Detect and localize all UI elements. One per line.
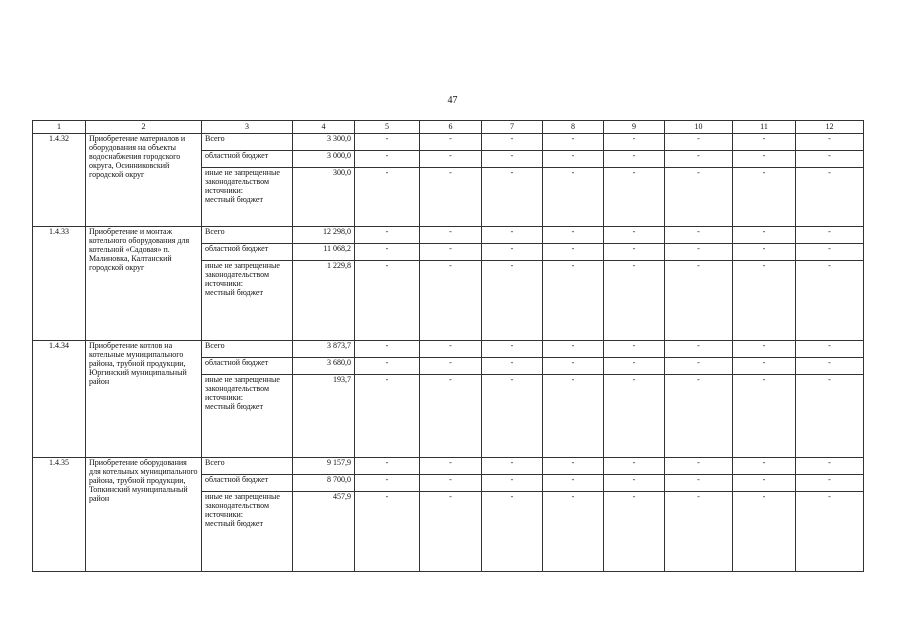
source-total-label: Всего xyxy=(202,341,293,358)
empty-value: - xyxy=(543,227,604,244)
empty-value: - xyxy=(420,227,482,244)
empty-value: - xyxy=(733,151,796,168)
empty-value: - xyxy=(604,261,665,341)
empty-value: - xyxy=(604,244,665,261)
empty-value: - xyxy=(604,358,665,375)
empty-value: - xyxy=(733,134,796,151)
empty-value: - xyxy=(482,168,543,227)
empty-value: - xyxy=(665,134,733,151)
empty-value: - xyxy=(355,244,420,261)
column-header: 9 xyxy=(604,121,665,134)
column-header: 11 xyxy=(733,121,796,134)
column-header: 2 xyxy=(86,121,202,134)
source-total-label: Всего xyxy=(202,134,293,151)
empty-value: - xyxy=(420,358,482,375)
table-row xyxy=(33,227,864,244)
regional-value: 8 700,0 xyxy=(293,475,355,492)
source-regional-label: областной бюджет xyxy=(202,244,293,261)
row-name: Приобретение котлов на котельные муниципального района, трубной продукции, Юргинский муниципальный район xyxy=(86,341,202,458)
source-other-label xyxy=(202,375,293,458)
empty-value: - xyxy=(355,458,420,475)
empty-value: - xyxy=(355,341,420,358)
empty-value: - xyxy=(604,475,665,492)
local-budget-label: местный бюджет xyxy=(205,195,263,204)
table-row xyxy=(33,458,864,475)
empty-value: - xyxy=(733,492,796,572)
empty-value: - xyxy=(420,244,482,261)
empty-value: - xyxy=(604,492,665,572)
empty-value: - xyxy=(420,134,482,151)
row-name: Приобретение оборудования для котельных муниципального района, трубной продукции, Топкинский муниципальный район xyxy=(86,458,202,572)
empty-value: - xyxy=(482,151,543,168)
empty-value: - xyxy=(665,261,733,341)
local-value: 193,7 xyxy=(293,375,355,458)
empty-value: - xyxy=(796,244,864,261)
empty-value: - xyxy=(482,261,543,341)
empty-value: - xyxy=(604,227,665,244)
empty-value: - xyxy=(543,458,604,475)
local-value: 1 229,8 xyxy=(293,261,355,341)
column-header: 4 xyxy=(293,121,355,134)
local-budget-label: местный бюджет xyxy=(205,519,263,528)
column-header: 12 xyxy=(796,121,864,134)
empty-value: - xyxy=(355,358,420,375)
total-value: 9 157,9 xyxy=(293,458,355,475)
empty-value: - xyxy=(733,341,796,358)
source-other-label xyxy=(202,168,293,227)
local-value: 300,0 xyxy=(293,168,355,227)
empty-value: - xyxy=(733,244,796,261)
empty-value: - xyxy=(543,475,604,492)
row-code: 1.4.34 xyxy=(33,341,86,458)
empty-value: - xyxy=(796,358,864,375)
empty-value: - xyxy=(796,341,864,358)
column-header: 10 xyxy=(665,121,733,134)
source-total-label: Всего xyxy=(202,458,293,475)
row-name: Приобретение и монтаж котельного оборудования для котельной «Садовая» п. Малиновка, Калтанский городской округ xyxy=(86,227,202,341)
empty-value: - xyxy=(796,151,864,168)
empty-value: - xyxy=(665,168,733,227)
column-header: 1 xyxy=(33,121,86,134)
local-value: 457,9 xyxy=(293,492,355,572)
empty-value: - xyxy=(355,168,420,227)
empty-value: - xyxy=(665,492,733,572)
column-header: 8 xyxy=(543,121,604,134)
empty-value: - xyxy=(543,261,604,341)
empty-value: - xyxy=(604,134,665,151)
empty-value: - xyxy=(604,151,665,168)
empty-value: - xyxy=(420,375,482,458)
empty-value: - xyxy=(796,492,864,572)
budget-table xyxy=(32,120,864,572)
empty-value: - xyxy=(355,475,420,492)
column-header: 6 xyxy=(420,121,482,134)
regional-value: 3 680,0 xyxy=(293,358,355,375)
empty-value: - xyxy=(482,134,543,151)
empty-value: - xyxy=(604,341,665,358)
empty-value: - xyxy=(604,458,665,475)
local-budget-label: местный бюджет xyxy=(205,402,263,411)
empty-value: - xyxy=(665,341,733,358)
source-other-label xyxy=(202,492,293,572)
other-sources-label: иные не запрещенные законодательством источники: xyxy=(205,261,280,288)
empty-value: - xyxy=(482,341,543,358)
column-header: 7 xyxy=(482,121,543,134)
regional-value: 3 000,0 xyxy=(293,151,355,168)
empty-value: - xyxy=(420,475,482,492)
empty-value: - xyxy=(543,134,604,151)
empty-value: - xyxy=(665,227,733,244)
empty-value: - xyxy=(796,475,864,492)
empty-value: - xyxy=(420,261,482,341)
other-sources-label: иные не запрещенные законодательством источники: xyxy=(205,168,280,195)
empty-value: - xyxy=(796,261,864,341)
empty-value: - xyxy=(543,341,604,358)
page-number: 47 xyxy=(447,95,458,106)
empty-value: - xyxy=(733,168,796,227)
empty-value: - xyxy=(733,458,796,475)
empty-value: - xyxy=(796,375,864,458)
empty-value: - xyxy=(604,168,665,227)
table-row xyxy=(33,134,864,151)
source-other-label xyxy=(202,261,293,341)
row-code: 1.4.33 xyxy=(33,227,86,341)
empty-value: - xyxy=(733,227,796,244)
column-header: 3 xyxy=(202,121,293,134)
empty-value: - xyxy=(420,458,482,475)
empty-value: - xyxy=(355,375,420,458)
row-name: Приобретение материалов и оборудования на объекты водоснабжения городского округа, Осинниковский городской округ xyxy=(86,134,202,227)
empty-value: - xyxy=(733,375,796,458)
other-sources-label: иные не запрещенные законодательством источники: xyxy=(205,375,280,402)
empty-value: - xyxy=(420,341,482,358)
other-sources-label: иные не запрещенные законодательством источники: xyxy=(205,492,280,519)
header-row xyxy=(33,121,864,134)
empty-value: - xyxy=(420,492,482,572)
empty-value: - xyxy=(543,492,604,572)
empty-value: - xyxy=(733,358,796,375)
empty-value: - xyxy=(355,227,420,244)
empty-value: - xyxy=(543,151,604,168)
empty-value: - xyxy=(604,375,665,458)
empty-value: - xyxy=(355,492,420,572)
empty-value: - xyxy=(482,244,543,261)
total-value: 3 300,0 xyxy=(293,134,355,151)
empty-value: - xyxy=(796,227,864,244)
empty-value: - xyxy=(355,261,420,341)
empty-value: - xyxy=(733,475,796,492)
local-budget-label: местный бюджет xyxy=(205,288,263,297)
empty-value: - xyxy=(733,261,796,341)
empty-value: - xyxy=(355,134,420,151)
total-value: 12 298,0 xyxy=(293,227,355,244)
empty-value: - xyxy=(420,151,482,168)
empty-value: - xyxy=(665,151,733,168)
source-total-label: Всего xyxy=(202,227,293,244)
empty-value: - xyxy=(796,134,864,151)
empty-value: - xyxy=(543,375,604,458)
empty-value: - xyxy=(543,244,604,261)
empty-value: - xyxy=(420,168,482,227)
empty-value: - xyxy=(665,458,733,475)
empty-value: - xyxy=(482,227,543,244)
column-header: 5 xyxy=(355,121,420,134)
empty-value: - xyxy=(482,492,543,572)
row-code: 1.4.35 xyxy=(33,458,86,572)
empty-value: - xyxy=(355,151,420,168)
source-regional-label: областной бюджет xyxy=(202,475,293,492)
empty-value: - xyxy=(665,375,733,458)
empty-value: - xyxy=(482,458,543,475)
source-regional-label: областной бюджет xyxy=(202,358,293,375)
total-value: 3 873,7 xyxy=(293,341,355,358)
empty-value: - xyxy=(482,475,543,492)
empty-value: - xyxy=(482,358,543,375)
empty-value: - xyxy=(482,375,543,458)
regional-value: 11 068,2 xyxy=(293,244,355,261)
empty-value: - xyxy=(543,168,604,227)
empty-value: - xyxy=(665,358,733,375)
empty-value: - xyxy=(543,358,604,375)
empty-value: - xyxy=(796,168,864,227)
empty-value: - xyxy=(665,244,733,261)
empty-value: - xyxy=(796,458,864,475)
row-code: 1.4.32 xyxy=(33,134,86,227)
empty-value: - xyxy=(665,475,733,492)
source-regional-label: областной бюджет xyxy=(202,151,293,168)
table-row xyxy=(33,341,864,358)
